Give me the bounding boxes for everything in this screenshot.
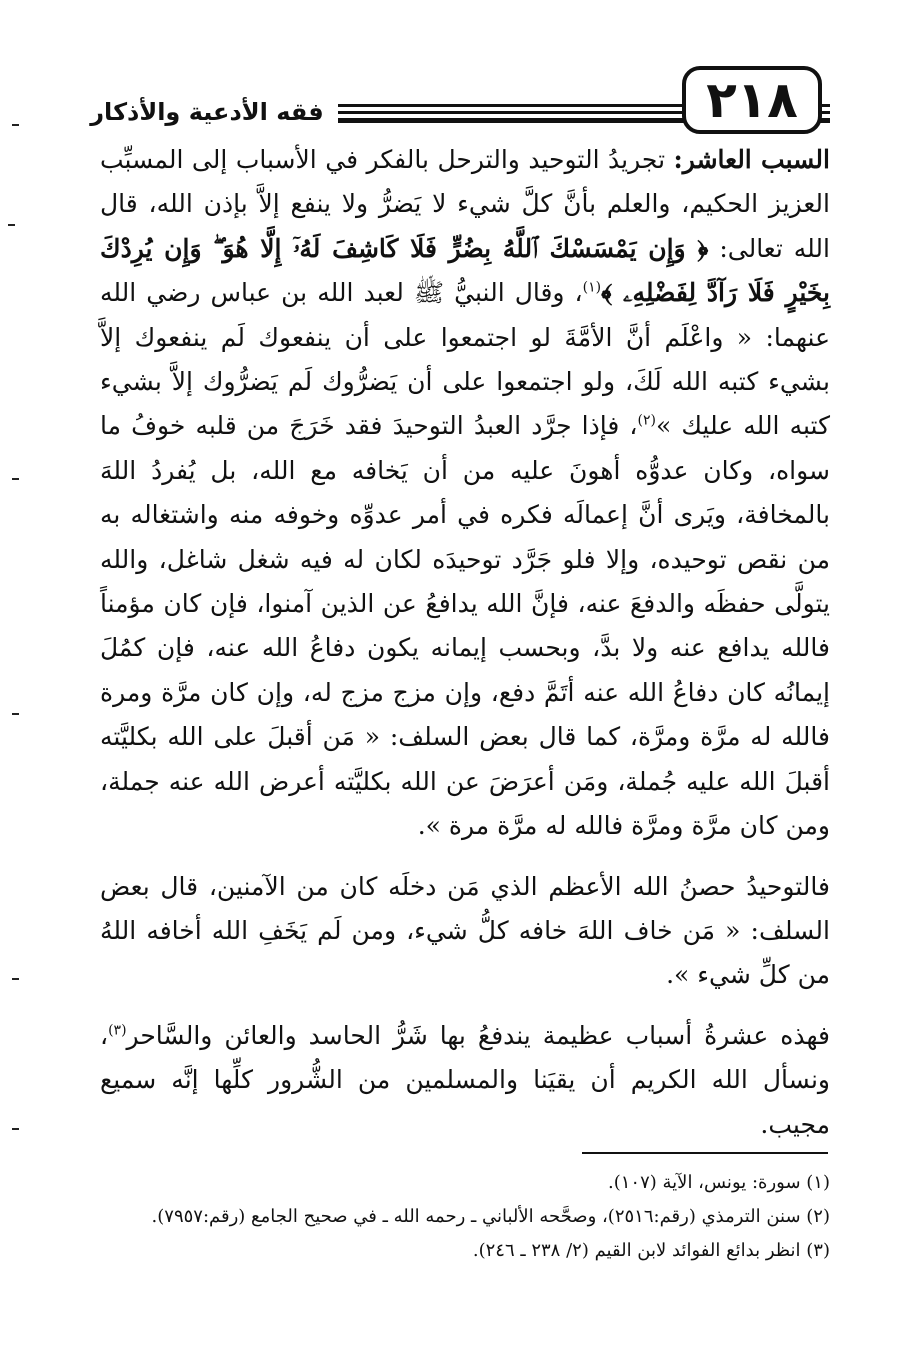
body-text bbox=[100, 138, 830, 1147]
book-title: فقه الأدعية والأذكار bbox=[76, 98, 338, 126]
quran-verse: ﴿ وَإِن يَمْسَسْكَ ٱللَّهُ بِضُرٍّ فَلَا كَاشِفَ لَهُۥٓ إِلَّا هُوَ ۖ وَإِن يُرِدْكَ بِخَيْرٍ فَلَا رَآدَّ لِفَضْلِهِۦ ﴾ bbox=[100, 233, 830, 308]
paragraph-1 bbox=[100, 138, 830, 849]
scan-mark bbox=[12, 713, 19, 715]
scan-mark bbox=[12, 478, 19, 480]
scan-mark bbox=[12, 978, 19, 980]
footnote-item: (٢) سنن الترمذي (رقم:٢٥١٦)، وصحَّحه الألباني ـ رحمه الله ـ في صحيح الجامع (رقم:٧٩٥٧). bbox=[151, 1206, 830, 1227]
footnote-ref: (١) bbox=[582, 279, 602, 296]
footnote-item: (٣) انظر بدائع الفوائد لابن القيم (٢/ ٢٣٨ ـ ٢٤٦). bbox=[472, 1240, 830, 1261]
paragraph-text: تجريدُ التوحيد والترحل بالفكر في الأسباب إلى المسبِّب العزيز الحكيم، والعلم بأنَّ كلَّ شيء لا يَضرُّ ولا ينفع إلاَّ بإذن الله، قال الله تعالى: bbox=[100, 145, 830, 263]
footnote-ref: (٣) bbox=[108, 1022, 127, 1039]
scan-mark bbox=[12, 1128, 19, 1130]
paragraph-3 bbox=[100, 1014, 830, 1147]
scan-mark bbox=[8, 224, 15, 226]
page-number: ٢١٨ bbox=[706, 71, 798, 129]
scan-mark bbox=[12, 124, 19, 126]
page-header bbox=[70, 58, 860, 138]
footnotes bbox=[120, 1166, 830, 1268]
footnote-separator bbox=[582, 1152, 828, 1154]
footnote-ref: (٢) bbox=[637, 413, 656, 430]
paragraph-text: ، فإذا جرَّد العبدُ التوحيدَ فقد خَرَجَ من قلبه خوفُ ما سواه، وكان عدوُّه أهونَ عليه من أن يَخافه مع الله، بل يُفردُ اللهَ بالمخافة، ويَرى أنَّ إعمالَه فكره في أمر عدوِّه وخوفه منه واشتغاله به من نقص توحيده، وإلا فلو جَرَّد توحيدَه لكان له فيه شغل شاغل، والله يتولَّى حفظَه والدفعَ عنه، فإنَّ الله يدافعُ عن الذين آمنوا، فإن كان مؤمناً فالله يدافع عنه ولا بدَّ، وبحسب إيمانه يكون دفاعُ الله عنه، فإن كمُلَ إيمانُه كان دفاعُ الله عنه أتَمَّ دفع، وإن مزج مزج له، وإن كان مرَّة ومرة فالله له مرَّة ومرَّة، كما قال بعض السلف: « مَن أقبلَ على الله بكليَّته أقبلَ الله عليه جُملة، ومَن أعرَضَ عن الله بكليَّته أعرض الله عنه جملة، ومن كان مرَّة ومرَّة فالله له مرَّة مرة ». bbox=[100, 411, 830, 841]
page-number-box bbox=[682, 66, 822, 134]
section-lead: السبب العاشر: bbox=[673, 145, 830, 174]
paragraph-text: ، ونسأل الله الكريم أن يقيَنا والمسلمين من الشُّرور كلِّها إنَّه سميع مجيب. bbox=[100, 1020, 830, 1139]
footnote-item: (١) سورة: يونس، الآية (١٠٧). bbox=[608, 1172, 830, 1193]
paragraph-text: ، وقال النبيُّ ﷺ لعبد الله بن عباس رضي الله عنهما: « واعْلَم أنَّ الأمَّةَ لو اجتمعوا على أن ينفعوك لَم ينفعوك إلاَّ بشيء كتبه الله لَكَ، ولو اجتمعوا على أن يَضرُّوك لَم يَضرُّوك إلاَّ بشيء كتبه الله عليك » bbox=[100, 278, 830, 441]
paragraph-text: فهذه عشرةُ أسباب عظيمة يندفعُ بها شَرُّ الحاسد والعائن والسَّاحر bbox=[126, 1020, 830, 1050]
paragraph-2: فالتوحيدُ حصنُ الله الأعظم الذي مَن دخلَه كان من الآمنين، قال بعض السلف: « مَن خاف اللهَ خافه كلُّ شيء، ومن لَم يَخَفِ الله أخافه اللهُ من كلِّ شيء ». bbox=[100, 871, 830, 990]
